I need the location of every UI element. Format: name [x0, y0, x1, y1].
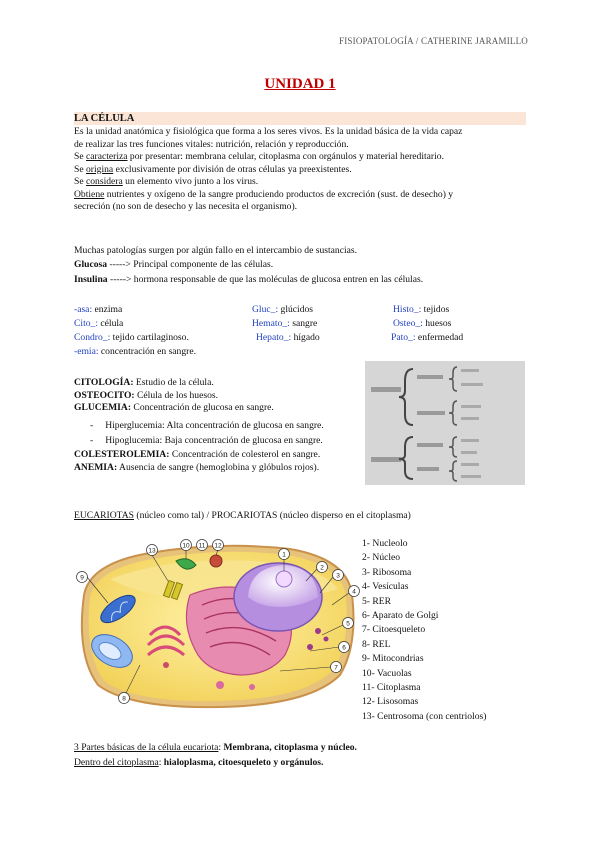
- legend-item: 9- Mitocondrias: [362, 653, 424, 665]
- legend-item: 1- Nucleolo: [362, 538, 408, 549]
- glossary-item: Osteo_: huesos: [393, 318, 452, 329]
- glossary-item: Condro_: tejido cartilaginoso.: [74, 332, 189, 343]
- footer-line: 3 Partes básicas de la célula eucariota: Membrana, citoplasma y núcleo.: [74, 742, 357, 753]
- glossary-item: Cito_: célula: [74, 318, 124, 329]
- glossary-item: -asa: enzima: [74, 304, 123, 315]
- diagram-label: 7: [334, 664, 338, 672]
- terms-block: [74, 377, 374, 415]
- term-line: ANEMIA: Ausencia de sangre (hemoglobina y glóbulos rojos).: [74, 461, 320, 473]
- diagram-label: 12: [214, 542, 222, 550]
- diagram-label: 11: [198, 542, 206, 550]
- diagram-label: 1: [282, 551, 286, 559]
- intro-line: Se origina exclusivamente por división de otras células ya preexistentes.: [74, 163, 352, 175]
- term-line: GLUCEMIA: Concentración de glucosa en sangre.: [74, 402, 274, 413]
- legend-item: 7- Citoesqueleto: [362, 624, 426, 636]
- term-line: COLESTEROLEMIA: Concentración de colesterol en sangre.: [74, 449, 321, 460]
- intro-line: Se considera un elemento vivo junto a los virus.: [74, 176, 259, 187]
- patho-line: Glucosa -----> Principal componente de las células.: [74, 258, 274, 270]
- glossary-item: Hepato_: hígado: [256, 332, 320, 343]
- glossary-item: Histo_: tejidos: [393, 304, 450, 315]
- legend-item: 11- Citoplasma: [362, 682, 421, 694]
- diagram-label: 13: [148, 547, 156, 555]
- intro-line: de realizar las tres funciones vitales: nutrición, relación y reproducción.: [74, 138, 349, 150]
- diagram-label: 2: [320, 564, 324, 572]
- diagram-label: 4: [352, 588, 356, 596]
- legend-item: 8- REL: [362, 638, 391, 650]
- diagram-label: 9: [80, 574, 84, 582]
- page-header: FISIOPATOLOGÍA / CATHERINE JARAMILLO: [339, 36, 528, 46]
- intro-line: Es la unidad anatómica y fisiológica que forma a los seres vivos. Es la unidad básica de la vida capaz: [74, 126, 463, 137]
- diagram-label: 10: [182, 542, 190, 550]
- bullet-item: - Hipoglucemia: Baja concentración de glucosa en sangre.: [90, 435, 323, 446]
- term-line: CITOLOGÍA: Estudio de la célula.: [74, 377, 214, 388]
- glossary-item: Pato_: enfermedad: [391, 332, 464, 343]
- glossary-item: -emia: concentración en sangre.: [74, 346, 197, 357]
- legend-item: 3- Ribosoma: [362, 566, 412, 578]
- intro-line: Obtiene nutrientes y oxígeno de la sangre produciendo productos de excreción (sust. de desecho) y: [74, 188, 454, 200]
- legend-item: 10- Vacuolas: [362, 667, 412, 679]
- cell-classification-scheme-image: [365, 361, 525, 485]
- intro-paragraph: [74, 126, 529, 214]
- footer-line: Dentro del citoplasma: hialoplasma, citoesqueleto y orgánulos.: [74, 756, 324, 768]
- page-title: UNIDAD 1: [264, 76, 336, 92]
- legend-item: 2- Núcleo: [362, 552, 401, 564]
- footer-paragraph: [74, 742, 529, 769]
- legend-item: 5- RER: [362, 595, 392, 607]
- legend-item: 4- Vesículas: [362, 581, 409, 593]
- legend-item: 13- Centrosoma (con centriolos): [362, 710, 487, 722]
- eukaryotic-cell-diagram: [70, 535, 360, 715]
- glossary-item: Gluc_: glúcidos: [252, 304, 314, 315]
- diagram-label: 8: [122, 695, 126, 703]
- term-line: OSTEOCITO: Célula de los huesos.: [74, 389, 219, 401]
- glossary-item: Hemato_: sangre: [252, 318, 318, 329]
- diagram-label: 5: [346, 620, 350, 628]
- eukaryote-heading: EUCARIOTAS (núcleo como tal) / PROCARIOTAS (núcleo disperso en el citoplasma): [74, 510, 411, 521]
- diagram-legend: [362, 537, 486, 724]
- bullet-item: - Hiperglucemia: Alta concentración de glucosa en sangre.: [90, 420, 324, 431]
- patho-line: Muchas patologías surgen por algún fallo en el intercambio de sustancias.: [74, 245, 358, 256]
- intro-line: Se caracteriza por presentar: membrana celular, citoplasma con orgánulos y material hereditario.: [74, 151, 444, 162]
- legend-item: 6- Aparato de Golgi: [362, 610, 439, 622]
- diagram-label: 6: [342, 644, 346, 652]
- section-heading: LA CÉLULA: [74, 112, 526, 125]
- terms-block-2: [74, 449, 374, 474]
- patho-line: Insulina -----> hormona responsable de que las moléculas de glucosa entren en las células.: [74, 274, 424, 285]
- intro-line: secreción (no son de desecho y las necesita el organismo).: [74, 201, 298, 212]
- pathology-paragraph: [74, 245, 529, 287]
- diagram-label: 3: [336, 572, 340, 580]
- legend-item: 12- Lisosomas: [362, 696, 419, 708]
